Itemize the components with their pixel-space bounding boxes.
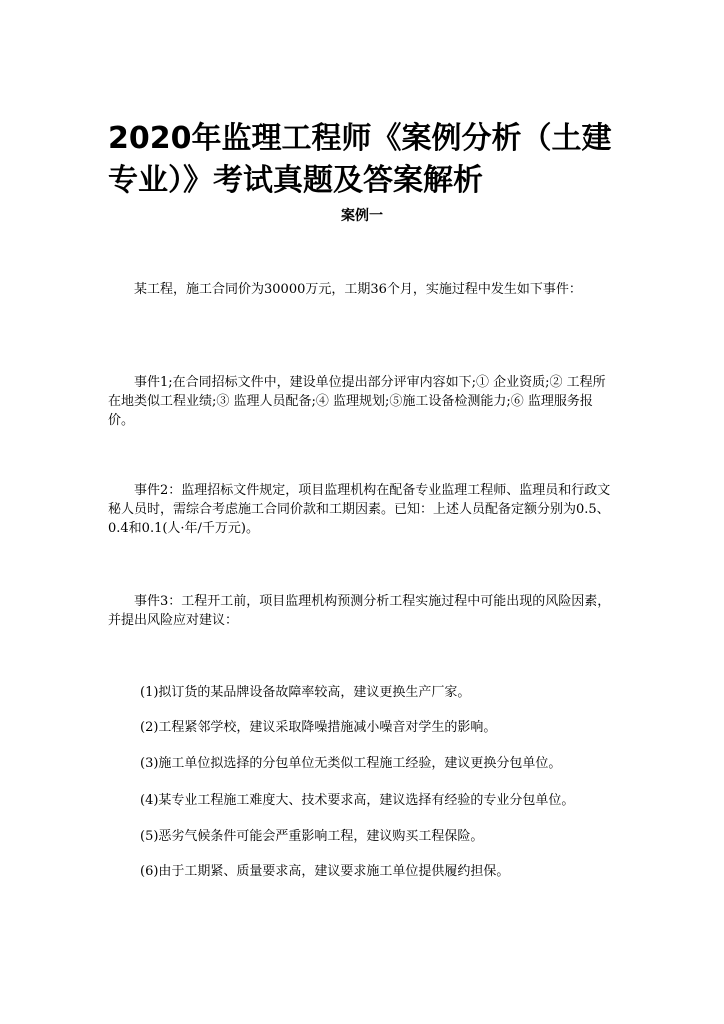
risk-item-6: (6)由于工期紧、质量要求高，建议要求施工单位提供履约担保。 [140,864,510,879]
document-title: 2020年监理工程师《案例分析（土建专业）》考试真题及答案解析 [108,121,612,198]
risk-item-5: (5)恶劣气候条件可能会严重影响工程，建议购买工程保险。 [140,829,484,844]
risk-item-1: (1)拟订货的某品牌设备故障率较高，建议更换生产厂家。 [140,685,471,700]
event-2-paragraph: 事件2：监理招标文件规定，项目监理机构在配备专业监理工程师、监理员和行政文秘人员时，需综合考虑施工合同价款和工期因素。已知：上述人员配备定额分别为0.5、0.4和0.1(人·年/千万元)。 [108,483,611,536]
risk-item-3: (3)施工单位拟选择的分包单位无类似工程施工经验，建议更换分包单位。 [140,756,562,771]
risk-item-2: (2)工程紧邻学校，建议采取降噪措施减小噪音对学生的影响。 [140,720,497,735]
event-3-paragraph: 事件3：工程开工前，项目监理机构预测分析工程实施过程中可能出现的风险因素，并提出风险应对建议： [108,594,611,628]
case-heading: 案例一 [341,208,383,224]
event-1-paragraph: 事件1;在合同招标文件中，建设单位提出部分评审内容如下;① 企业资质;② 工程所在地类似工程业绩;③ 监理人员配备;④ 监理规划;⑤施工设备检测能力;⑥ 监理服务报价。 [108,375,606,428]
risk-item-4: (4)某专业工程施工难度大、技术要求高，建议选择有经验的专业分包单位。 [140,793,575,808]
intro-paragraph: 某工程，施工合同价为30000万元，工期36个月，实施过程中发生如下事件： [134,282,582,297]
